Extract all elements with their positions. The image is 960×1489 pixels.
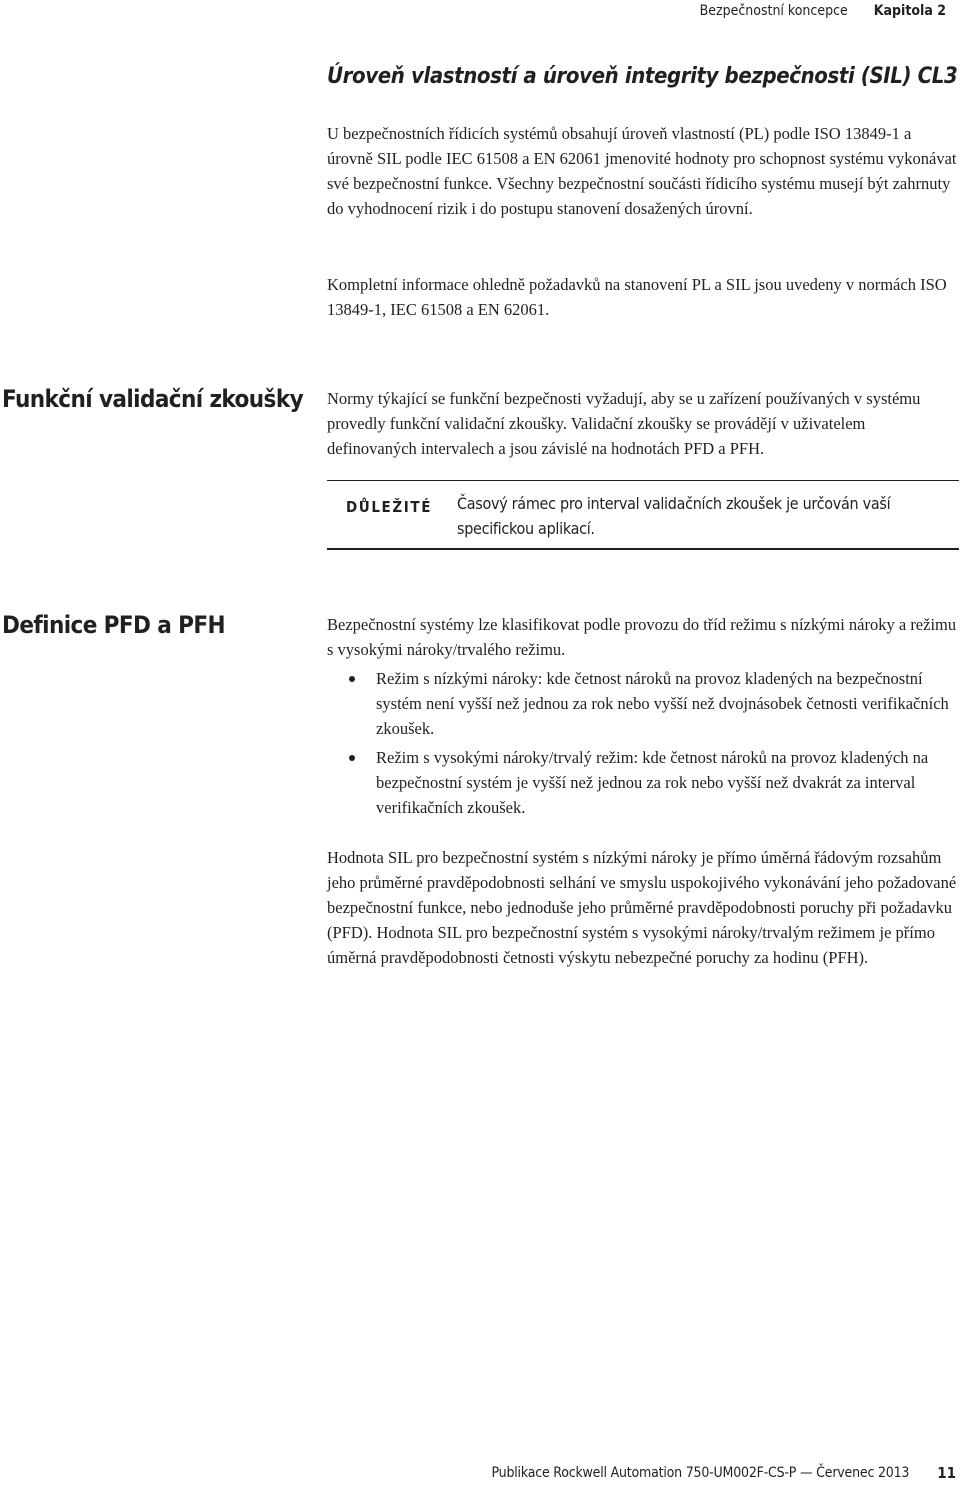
- pfd-pfh-heading: Definice PFD a PFH: [2, 611, 226, 639]
- validation-paragraph: Normy týkající se funkční bezpečnosti vyžadují, aby se u zařízení používaných v systému provedly funkční validační zkoušky. Validační zkoušky se provádějí v uživatelem definovaných intervalech a jsou závislé na hodnotách PFD a PFH.: [327, 389, 921, 458]
- list-item: [349, 745, 957, 820]
- mode-list: [349, 666, 957, 824]
- footer-publication: Publikace Rockwell Automation 750-UM002F-CS-P — Červenec 2013: [491, 1465, 910, 1481]
- pfd-pfh-intro: Bezpečnostní systémy lze klasifikovat podle provozu do tříd režimu s nízkými nároky a režimu s vysokými nároky/trvalého režimu.: [327, 615, 957, 659]
- page-title: Úroveň vlastností a úroveň integrity bezpečnosti (SIL) CL3: [327, 64, 958, 89]
- page-number: 11: [937, 1464, 956, 1482]
- header-section-title: Bezpečnostní koncepce: [699, 3, 848, 19]
- list-item-text: Režim s vysokými nároky/trvalý režim: kde četnost nároků na provoz kladených na bezpečnostní systém je vyšší než jednou za rok nebo vyšší než dvakrát za interval verifikačních zkoušek.: [376, 748, 929, 817]
- bullet-icon: [349, 676, 355, 682]
- list-item: [349, 666, 957, 741]
- important-note: [327, 480, 959, 550]
- important-text: Časový rámec pro interval validačních zkoušek je určován vaší specifickou aplikací.: [457, 494, 891, 538]
- bullet-icon: [349, 755, 355, 761]
- header-chapter-label: Kapitola 2: [873, 3, 946, 19]
- list-item-text: Režim s nízkými nároky: kde četnost nároků na provoz kladených na bezpečnostní systém není vyšší než jednou za rok nebo vyšší než dvojnásobek četnosti verifikačních zkoušek.: [376, 669, 949, 738]
- intro-paragraph-2: Kompletní informace ohledně požadavků na stanovení PL a SIL jsou uvedeny v normách ISO 13849-1, IEC 61508 a EN 62061.: [327, 275, 947, 319]
- running-header: [700, 0, 960, 22]
- pfd-pfh-closing: Hodnota SIL pro bezpečnostní systém s nízkými nároky je přímo úměrná řádovým rozsahům jeho průměrné pravděpodobnosti selhání ve smyslu uspokojivého vykonávání jeho požadované bezpečnostní funkce, nebo jednoduše jeho průměrné pravděpodobnosti poruchy při požadavku (PFD). Hodnota SIL pro bezpečnostní systém s vysokými nároky/trvalým režimem je přímo úměrná pravděpodobnosti četnosti výskytu nebezpečné poruchy za hodinu (PFH).: [327, 848, 957, 967]
- page-footer: [492, 1464, 956, 1482]
- important-label: DŮLEŽITÉ: [346, 498, 433, 516]
- validation-heading: Funkční validační zkoušky: [2, 385, 304, 413]
- intro-paragraph-1: U bezpečnostních řídicích systémů obsahují úroveň vlastností (PL) podle ISO 13849-1 a úrovně SIL podle IEC 61508 a EN 62061 jmenovité hodnoty pro schopnost systému vykonávat své bezpečnostní funkce. Všechny bezpečnostní součásti řídicího systému musejí být zahrnuty do vyhodnocení rizik i do postupu stanovení dosažených úrovní.: [327, 124, 957, 218]
